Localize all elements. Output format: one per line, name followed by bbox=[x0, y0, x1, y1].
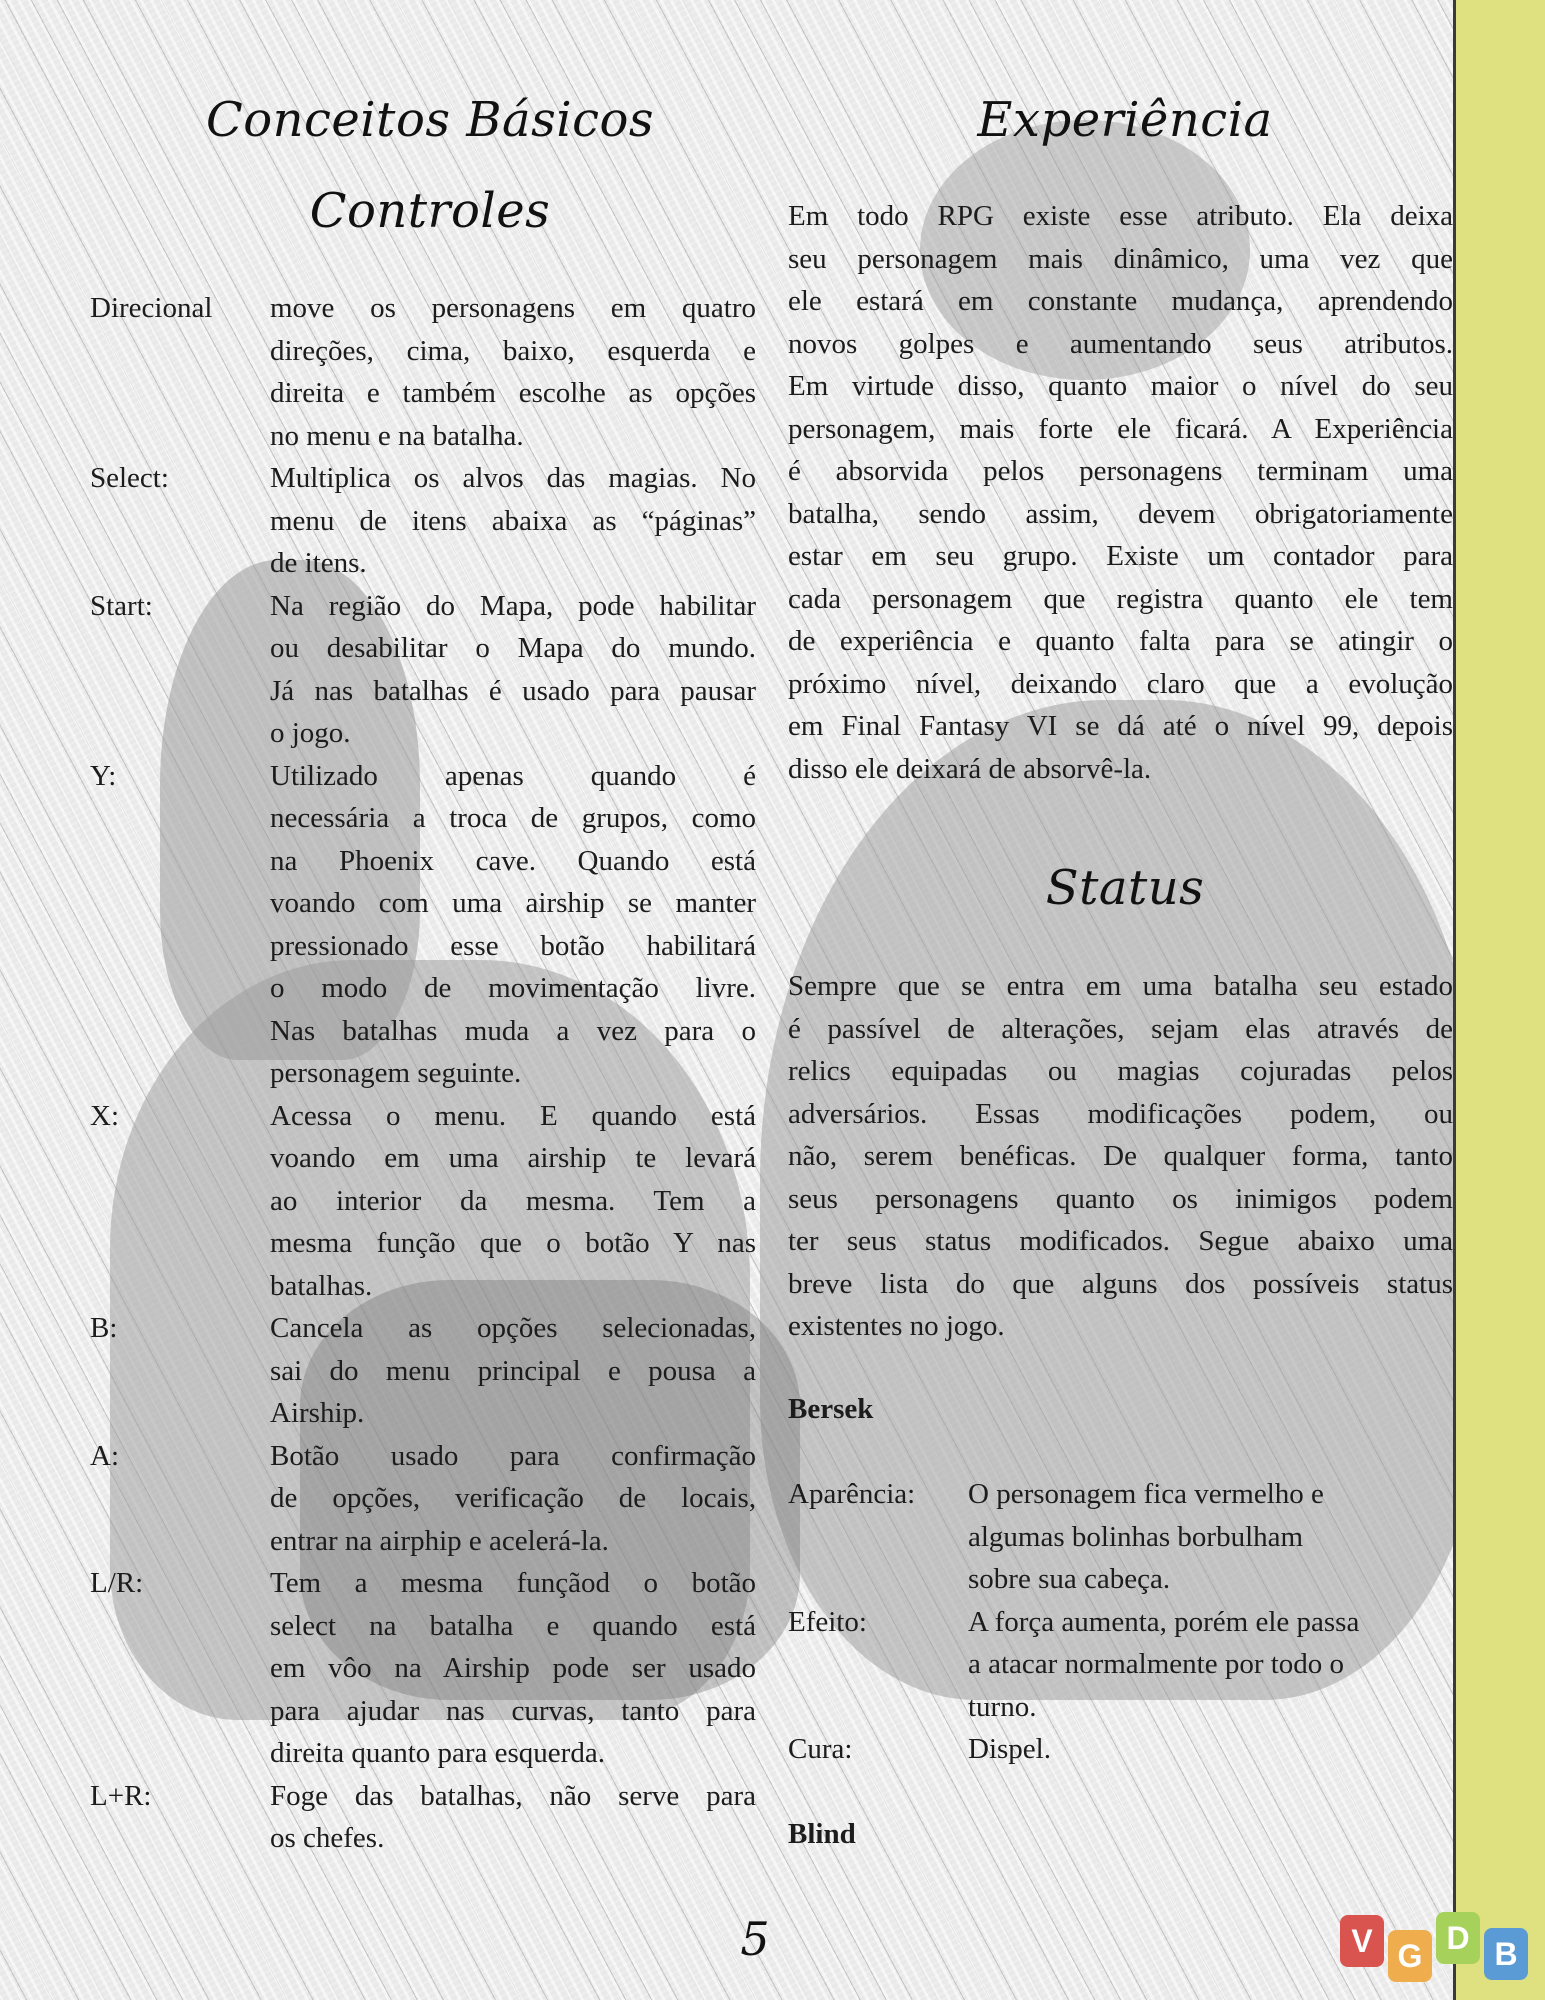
control-description-line: ou desabilitar o Mapa do mundo. bbox=[270, 632, 756, 664]
experience-line: Em virtude disso, quanto maior o nível do seu bbox=[788, 370, 1453, 402]
control-description-line: o jogo. bbox=[270, 717, 351, 749]
control-description-line: na Phoenix cave. Quando está bbox=[270, 844, 756, 877]
bersek-row-text: algumas bolinhas borbulham bbox=[968, 1520, 1304, 1553]
bersek-row-text: Dispel. bbox=[968, 1733, 1051, 1765]
control-key: B: bbox=[90, 1312, 118, 1344]
control-key: L/R: bbox=[90, 1567, 144, 1599]
control-key: X: bbox=[90, 1099, 119, 1132]
control-description-line: de opções, verificação de locais, bbox=[270, 1482, 756, 1514]
control-description-line: pressionado esse botão habilitará bbox=[270, 929, 756, 962]
control-description-line: select na batalha e quando está bbox=[270, 1609, 756, 1642]
section-title-basic-concepts: Conceitos Básicos bbox=[205, 92, 655, 148]
control-key: L+R: bbox=[90, 1779, 152, 1812]
experience-line: é absorvida pelos personagens terminam uma bbox=[788, 455, 1453, 487]
control-description-line: personagem seguinte. bbox=[270, 1057, 522, 1089]
experience-line: personagem, mais forte ele ficará. A Experiência bbox=[788, 412, 1453, 445]
status-line: existentes no jogo. bbox=[788, 1310, 1005, 1342]
section-title-experience: Experiência bbox=[977, 92, 1273, 148]
experience-line: cada personagem que registra quanto ele tem bbox=[788, 582, 1453, 615]
bersek-row-text: O personagem fica vermelho e bbox=[968, 1478, 1324, 1510]
control-description-line: Nas batalhas muda a vez para o bbox=[270, 1014, 756, 1047]
bersek-row-text: turno. bbox=[968, 1690, 1037, 1723]
experience-line: batalha, sendo assim, devem obrigatoriamente bbox=[788, 497, 1453, 530]
status-line: é passível de alterações, sejam elas através de bbox=[788, 1012, 1453, 1045]
experience-line: ele estará em constante mudança, aprendendo bbox=[788, 285, 1453, 317]
control-description-line: Acessa o menu. E quando está bbox=[270, 1099, 756, 1132]
experience-line: próximo nível, deixando claro que a evolução bbox=[788, 667, 1453, 700]
control-description-line: entrar na airphip e acelerá-la. bbox=[270, 1524, 609, 1557]
status-name-blind: Blind bbox=[788, 1818, 856, 1850]
side-margin-bar bbox=[1453, 0, 1545, 2000]
experience-line: estar em seu grupo. Existe um contador para bbox=[788, 540, 1453, 572]
control-key: A: bbox=[90, 1439, 119, 1472]
logo-letter: G bbox=[1388, 1930, 1432, 1982]
control-description-line: mesma função que o botão Y nas bbox=[270, 1227, 756, 1259]
status-line: adversários. Essas modificações podem, ou bbox=[788, 1097, 1453, 1130]
control-description-line: batalhas. bbox=[270, 1269, 373, 1302]
control-description-line: sai do menu principal e pousa a bbox=[270, 1354, 756, 1387]
control-description-line: no menu e na batalha. bbox=[270, 419, 524, 452]
control-description-line: direções, cima, baixo, esquerda e bbox=[270, 334, 756, 367]
control-description-line: ao interior da mesma. Tem a bbox=[270, 1184, 756, 1217]
logo-letter: D bbox=[1436, 1912, 1480, 1964]
control-description-line: Foge das batalhas, não serve para bbox=[270, 1779, 756, 1812]
bersek-row-label: Cura: bbox=[788, 1733, 853, 1765]
control-description-line: Botão usado para confirmação bbox=[270, 1439, 756, 1472]
section-title-status: Status bbox=[1045, 860, 1205, 916]
control-description-line: para ajudar nas curvas, tanto para bbox=[270, 1694, 756, 1727]
bersek-row-text: A força aumenta, porém ele passa bbox=[968, 1605, 1360, 1638]
control-description-line: Cancela as opções selecionadas, bbox=[270, 1312, 756, 1344]
control-description-line: menu de itens abaixa as “páginas” bbox=[270, 504, 756, 537]
control-description-line: Utilizado apenas quando é bbox=[270, 759, 756, 792]
experience-line: Em todo RPG existe esse atributo. Ela deixa bbox=[788, 200, 1453, 232]
control-description-line: voando com uma airship se manter bbox=[270, 887, 756, 919]
control-description-line: direita quanto para esquerda. bbox=[270, 1737, 605, 1769]
bersek-row-label: Aparência: bbox=[788, 1478, 916, 1510]
bersek-row-text: sobre sua cabeça. bbox=[968, 1563, 1171, 1595]
status-name-bersek: Bersek bbox=[788, 1393, 874, 1425]
control-key: Select: bbox=[90, 462, 169, 494]
control-description-line: Já nas batalhas é usado para pausar bbox=[270, 674, 756, 707]
section-title-controls: Controles bbox=[309, 183, 551, 239]
experience-line: seu personagem mais dinâmico, uma vez que bbox=[788, 242, 1453, 275]
control-key: Y: bbox=[90, 759, 117, 792]
control-description-line: Multiplica os alvos das magias. No bbox=[270, 462, 756, 494]
experience-line: disso ele deixará de absorvê-la. bbox=[788, 752, 1152, 785]
status-line: Sempre que se entra em uma batalha seu estado bbox=[788, 970, 1453, 1002]
status-line: ter seus status modificados. Segue abaixo uma bbox=[788, 1225, 1453, 1257]
control-description-line: direita e também escolhe as opções bbox=[270, 377, 756, 409]
control-description-line: o modo de movimentação livre. bbox=[270, 972, 756, 1004]
control-description-line: voando em uma airship te levará bbox=[270, 1142, 756, 1174]
experience-line: de experiência e quanto falta para se atingir o bbox=[788, 625, 1453, 657]
control-description-line: necessária a troca de grupos, como bbox=[270, 802, 756, 834]
control-description-line: Na região do Mapa, pode habilitar bbox=[270, 589, 756, 622]
status-line: breve lista do que alguns dos possíveis status bbox=[788, 1267, 1453, 1300]
experience-line: novos golpes e aumentando seus atributos. bbox=[788, 327, 1453, 360]
control-description-line: move os personagens em quatro bbox=[270, 292, 756, 324]
page-number: 5 bbox=[740, 1912, 770, 1966]
control-key: Direcional bbox=[90, 292, 213, 324]
status-line: não, serem benéficas. De qualquer forma, tanto bbox=[788, 1140, 1453, 1172]
status-line: relics equipadas ou magias cojuradas pelos bbox=[788, 1055, 1453, 1087]
logo-letter: V bbox=[1340, 1915, 1384, 1967]
control-key: Start: bbox=[90, 589, 153, 622]
control-description-line: de itens. bbox=[270, 547, 367, 579]
experience-line: em Final Fantasy VI se dá até o nível 99, depois bbox=[788, 710, 1453, 742]
status-line: seus personagens quanto os inimigos podem bbox=[788, 1182, 1453, 1215]
control-description-line: em vôo na Airship pode ser usado bbox=[270, 1652, 756, 1684]
control-description-line: Tem a mesma funçãod o botão bbox=[270, 1567, 756, 1599]
logo-letter: B bbox=[1484, 1928, 1528, 1980]
bersek-row-label: Efeito: bbox=[788, 1605, 867, 1638]
control-description-line: Airship. bbox=[270, 1397, 365, 1429]
bersek-row-text: a atacar normalmente por todo o bbox=[968, 1648, 1345, 1680]
control-description-line: os chefes. bbox=[270, 1822, 385, 1854]
